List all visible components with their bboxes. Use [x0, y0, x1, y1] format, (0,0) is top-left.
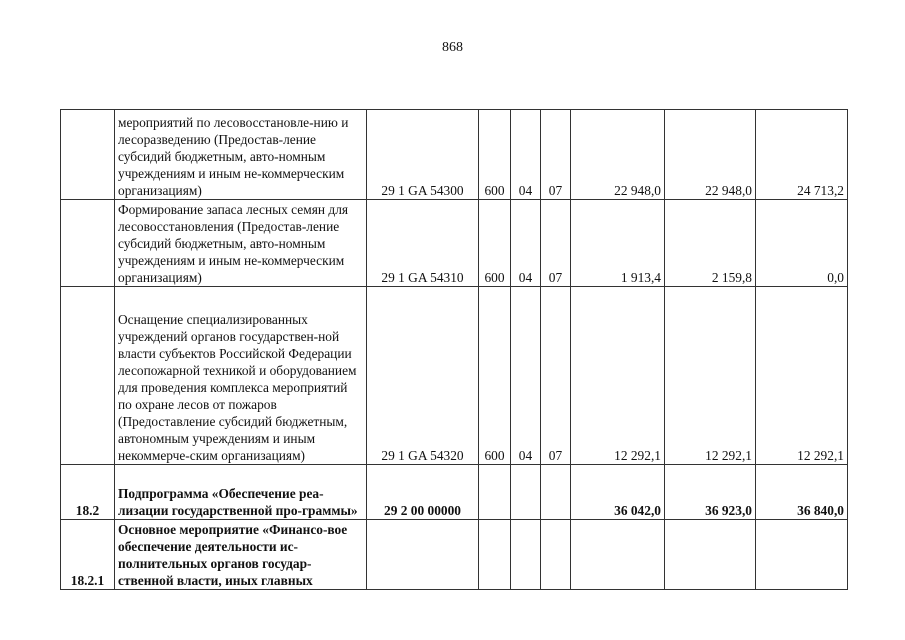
row-vr: [479, 520, 511, 590]
row-value-3: 24 713,2: [756, 110, 848, 200]
row-value-2: 2 159,8: [665, 200, 756, 287]
row-rz: 04: [511, 110, 541, 200]
row-value-1: 12 292,1: [571, 287, 665, 465]
row-name: Основное мероприятие «Финансо-вое обеспечение деятельности ис-полнительных органов государ-ственной власти, иных главных: [115, 520, 367, 590]
row-value-3: 36 840,0: [756, 465, 848, 520]
row-rz: [511, 465, 541, 520]
table-row: [61, 520, 848, 590]
row-value-3: 0,0: [756, 200, 848, 287]
row-name: Оснащение специализированных учреждений органов государствен-ной власти субъектов Российской Федерации лесопожарной техникой и оборудованием для проведения комплекса мероприятий по охране лесов от пожаров (Предоставление субсидий бюджетным, автономным учреждениям и иным некоммерче-ским организациям): [115, 287, 367, 465]
row-value-1: 22 948,0: [571, 110, 665, 200]
row-pr: [541, 520, 571, 590]
table-row: [61, 287, 848, 465]
row-code: 29 1 GA 54310: [367, 200, 479, 287]
row-value-3: 12 292,1: [756, 287, 848, 465]
row-number: [61, 287, 115, 465]
row-code: 29 1 GA 54300: [367, 110, 479, 200]
row-value-2: 22 948,0: [665, 110, 756, 200]
row-number: [61, 200, 115, 287]
row-value-2: [665, 520, 756, 590]
row-vr: 600: [479, 200, 511, 287]
row-value-1: [571, 520, 665, 590]
row-pr: 07: [541, 287, 571, 465]
row-value-2: 36 923,0: [665, 465, 756, 520]
row-pr: 07: [541, 200, 571, 287]
row-code: 29 2 00 00000: [367, 465, 479, 520]
row-value-1: 1 913,4: [571, 200, 665, 287]
row-vr: 600: [479, 287, 511, 465]
budget-table: [60, 109, 848, 590]
row-number: [61, 110, 115, 200]
row-pr: 07: [541, 110, 571, 200]
table-row: [61, 465, 848, 520]
row-rz: 04: [511, 287, 541, 465]
row-value-2: 12 292,1: [665, 287, 756, 465]
row-pr: [541, 465, 571, 520]
row-code: [367, 520, 479, 590]
row-value-3: [756, 520, 848, 590]
row-rz: [511, 520, 541, 590]
row-name: мероприятий по лесовосстановле-нию и лесоразведению (Предостав-ление субсидий бюджетным, авто-номным учреждениям и иным не-коммерческим организациям): [115, 110, 367, 200]
row-vr: [479, 465, 511, 520]
row-vr: 600: [479, 110, 511, 200]
row-rz: 04: [511, 200, 541, 287]
row-number: 18.2.1: [61, 520, 115, 590]
table-row: [61, 110, 848, 200]
row-number: 18.2: [61, 465, 115, 520]
row-code: 29 1 GA 54320: [367, 287, 479, 465]
row-name: Формирование запаса лесных семян для лесовосстановления (Предостав-ление субсидий бюджетным, авто-номным учреждениям и иным не-коммерческим организациям): [115, 200, 367, 287]
row-name: Подпрограмма «Обеспечение реа-лизации государственной про-граммы»: [115, 465, 367, 520]
page-number: 868: [442, 40, 463, 55]
table-row: [61, 200, 848, 287]
row-value-1: 36 042,0: [571, 465, 665, 520]
